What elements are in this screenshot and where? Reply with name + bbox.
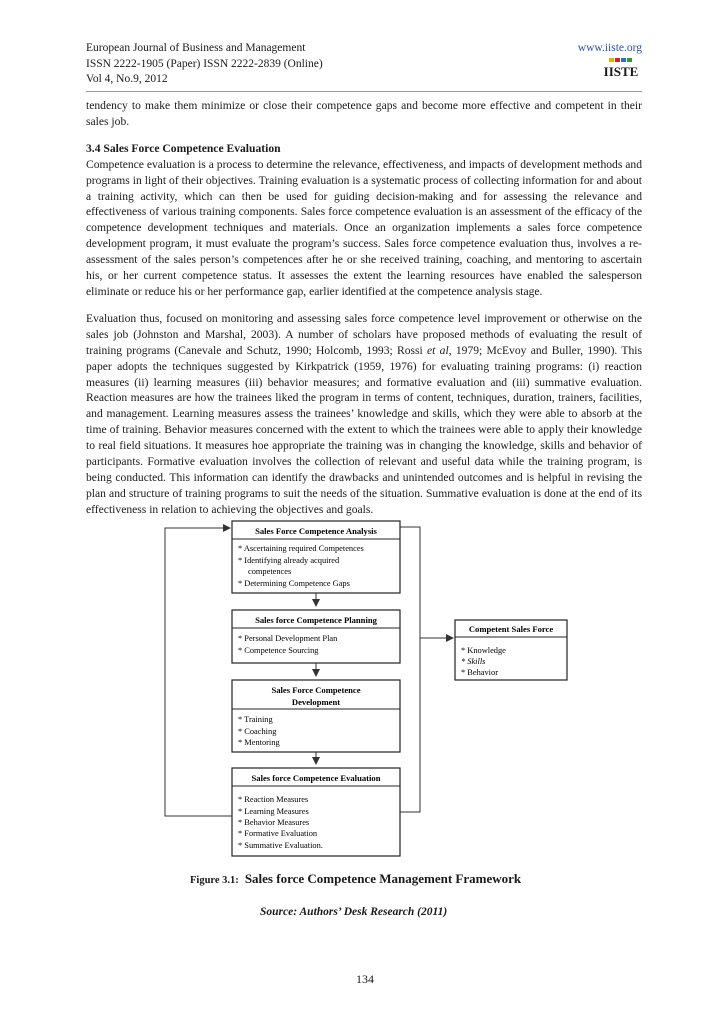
development-title-line2: Development bbox=[291, 697, 341, 707]
analysis-box bbox=[232, 521, 400, 593]
evaluation-box bbox=[232, 768, 400, 856]
logo-text: IISTE bbox=[603, 64, 639, 79]
analysis-item: * Identifying already acquired bbox=[238, 556, 340, 565]
evaluation-title: Sales force Competence Evaluation bbox=[251, 773, 381, 783]
paragraph-text-part-b: , 1979; McEvoy and Buller, 1990). This paper adopts the techniques suggested by Kirkpatrick (1959, 1976) for evaluating training programs: (i) reaction measures (ii) learning measures (iii) behavior measures; and formative evaluation and (iii) summative evaluation. Reaction measures are how the trainees liked the program in terms of content, techniques, duration, trainers, facilities, and management. Learning measures assess the trainees’ knowledge and skills, which they were able to absorb at the time of training. Behavior measures concerned with the extent to which the trainees were able to apply their knowledge to real field situations. It measures hoe appropriate the training was in changing the knowledge, skills and behavior of participants. Formative evaluation involves the collection of relevant and useful data while the training program, is being conducted. This information can identify the drawbacks and unintended outcomes and is helpful in revising the plan and structure of training programs to suit the needs of the situation. Summative evaluation is done at the end of its effectiveness in relation to achieving the objectives and goals. bbox=[86, 343, 642, 516]
section-heading: 3.4 Sales Force Competence Evaluation bbox=[86, 141, 281, 155]
competent-title: Competent Sales Force bbox=[468, 624, 554, 634]
figure-title: Sales force Competence Management Framework bbox=[244, 871, 522, 886]
evaluation-item: * Summative Evaluation. bbox=[238, 841, 323, 850]
competent-item: * Behavior bbox=[461, 668, 498, 677]
analysis-item: * Determining Competence Gaps bbox=[238, 579, 350, 588]
paragraph-continuation: tendency to make them minimize or close their competence gaps and become more effective and competent in their sales job. bbox=[86, 99, 642, 128]
development-box bbox=[232, 680, 400, 752]
analysis-item: * Ascertaining required Competences bbox=[238, 544, 364, 553]
development-item: * Training bbox=[238, 715, 273, 724]
planning-title: Sales force Competence Planning bbox=[255, 615, 377, 625]
paragraph-evaluation-methods bbox=[86, 311, 642, 518]
journal-header bbox=[86, 41, 642, 88]
figure-label: Figure 3.1: bbox=[190, 875, 239, 886]
planning-item: * Personal Development Plan bbox=[238, 634, 338, 643]
analysis-title: Sales Force Competence Analysis bbox=[255, 526, 377, 536]
figure-source: Source: Authors’ Desk Research (2011) bbox=[260, 906, 448, 918]
analysis-item: competences bbox=[248, 567, 292, 576]
article-body bbox=[86, 98, 642, 529]
competent-sales-force-box bbox=[455, 620, 567, 680]
planning-box bbox=[232, 610, 400, 663]
evaluation-item: * Reaction Measures bbox=[238, 795, 309, 804]
evaluation-item: * Behavior Measures bbox=[238, 818, 310, 827]
journal-url-link[interactable]: www.iiste.org bbox=[577, 42, 642, 54]
planning-item: * Competence Sourcing bbox=[238, 646, 319, 655]
development-title-line1: Sales Force Competence bbox=[271, 685, 361, 695]
journal-name: European Journal of Business and Management bbox=[86, 42, 306, 54]
evaluation-item: * Formative Evaluation bbox=[238, 829, 318, 838]
paragraph-evaluation-definition: Competence evaluation is a process to determine the relevance, effectiveness, and impacts of development methods and programs in light of their objectives. Training evaluation is a systematic process of collecting information for and about a training activity, which can then be used for guiding decision-making and for assessing the relevance and effectiveness of various training components. Sales force competence evaluation is an assessment of the efficacy of the competence development techniques and materials. Once an organization implements a sales force competence development program, it must evaluate the program’s success. Sales force competence evaluation thus, involves a re-assessment of the sales person’s competences after he or she received training, coaching, and mentoring to ascertain his, or her current competence status. It assesses the extent the learning resources have enabled the salesperson eliminate or reduce his or her performance gap, earlier identified at the competence analysis stage. bbox=[86, 157, 642, 298]
journal-volume: Vol 4, No.9, 2012 bbox=[86, 73, 168, 85]
competent-item: * Knowledge bbox=[461, 646, 506, 655]
paragraph-text-part-a: Evaluation thus, focused on monitoring and assessing sales force competence level improvement or otherwise on the sales job (Johnston and Marshal, 2003). A number of scholars have proposed methods of evaluating the result of training programs (Canevale and Schutz, 1990; Holcomb, 1993; Rossi bbox=[86, 311, 642, 357]
development-item: * Mentoring bbox=[238, 738, 280, 747]
paragraph-et-al: et al bbox=[427, 343, 449, 357]
development-item: * Coaching bbox=[238, 727, 277, 736]
page-number: 134 bbox=[356, 972, 374, 986]
competent-item: * Skills bbox=[461, 657, 486, 666]
header-divider bbox=[86, 91, 642, 92]
feedback-loop-arrow bbox=[165, 528, 232, 816]
journal-issn: ISSN 2222-1905 (Paper) ISSN 2222-2839 (Online) bbox=[86, 57, 323, 70]
evaluation-item: * Learning Measures bbox=[238, 807, 309, 816]
iiste-logo bbox=[600, 57, 642, 83]
output-bracket bbox=[400, 527, 420, 812]
figure-caption bbox=[190, 871, 521, 887]
